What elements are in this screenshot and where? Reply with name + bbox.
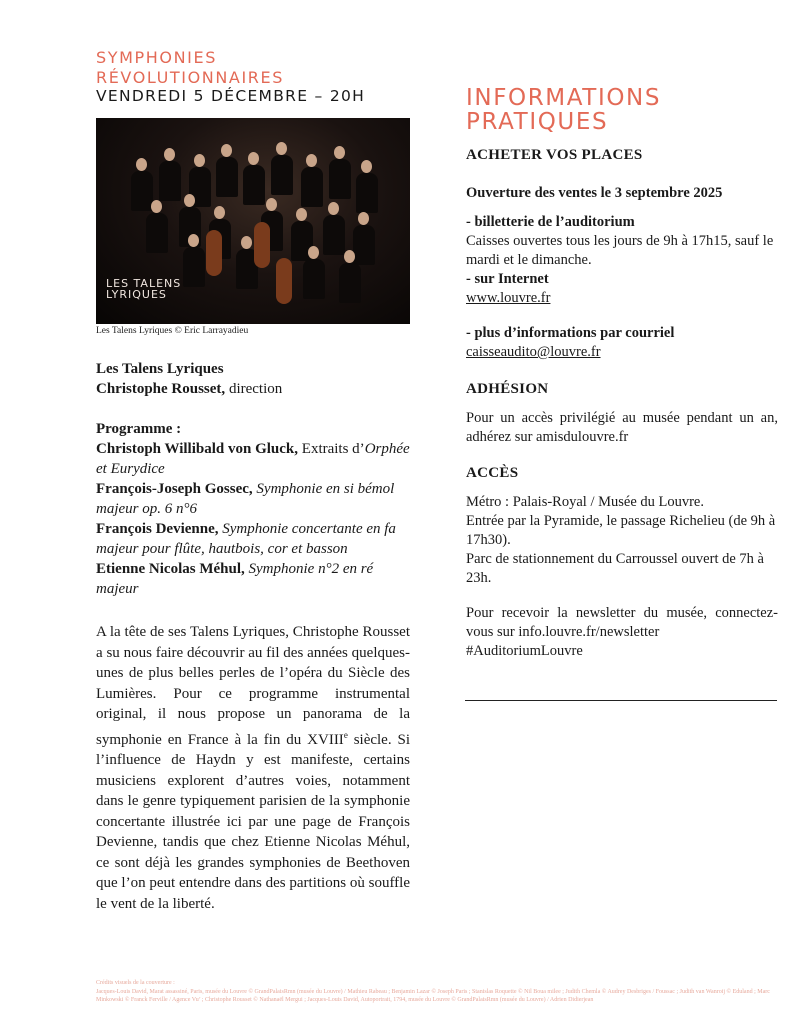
- photo-caption: Les Talens Lyriques © Eric Larrayadieu: [96, 326, 249, 336]
- artists-block: [96, 359, 416, 399]
- program-item: [96, 519, 416, 559]
- description-text: A la tête de ses Talens Lyriques, Christophe Rousset a su nous faire découvrir au fil des années quelques-unes de plus belles perles de l’opéra du Siècle des Lumières. Pour ce programme instrumental original, il nous propose un panorama de la symphonie en France à la fin du XVIII: [96, 624, 410, 748]
- program-block: [96, 419, 416, 599]
- access-metro: Métro : Palais-Royal / Musée du Louvre.: [466, 494, 704, 510]
- work-title: Symphonie en si bémol majeur op. 6 n°6: [96, 481, 395, 517]
- conductor-role: direction: [225, 381, 283, 397]
- century-superscript: e: [343, 729, 348, 740]
- concert-description: [96, 622, 410, 914]
- email-block: [466, 324, 778, 362]
- event-date: VENDREDI 5 DÉCEMBRE – 20H: [96, 87, 366, 105]
- access-entry: Entrée par la Pyramide, le passage Richelieu (de 9h à 17h30).: [466, 513, 776, 548]
- internet-label: - sur Internet: [466, 271, 549, 287]
- box-office-block: [466, 213, 778, 308]
- info-title-line1: INFORMATIONS: [466, 85, 662, 111]
- description-text: siècle. Si l’influence de Haydn y est manifeste, certains musiciens explorent d’autres voies, notamment dans le genre typiquement parisien de la symphonie concertante illustrée ici par une page de François Devienne, tandis que chez Etienne Nicolas Méhul, ce sont déjà les grandes symphonies de Beethoven que l’on peut entendre dans des partitions où souffle le vent de la liberté.: [96, 731, 410, 912]
- program-label: Programme :: [96, 421, 182, 437]
- composer-name: Christoph Willibald von Gluck,: [96, 441, 299, 457]
- program-item: [96, 479, 416, 519]
- work-title: Symphonie n°2 en ré majeur: [96, 561, 374, 597]
- work-title: Orphée et Eurydice: [96, 441, 410, 477]
- newsletter-text: Pour recevoir la newsletter du musée, connectez-vous sur info.louvre.fr/newsletter: [466, 605, 778, 640]
- composer-name: François-Joseph Gossec,: [96, 481, 253, 497]
- event-title: [96, 48, 436, 88]
- access-block: [466, 493, 778, 588]
- box-office-label: - billetterie de l’auditorium: [466, 214, 635, 230]
- logo-line2: LYRIQUES: [106, 288, 167, 301]
- ensemble-name: Les Talens Lyriques: [96, 361, 224, 377]
- divider-line: [465, 700, 777, 701]
- logo-line1: LES TALENS: [106, 277, 182, 290]
- event-title-line2: RÉVOLUTIONNAIRES: [96, 68, 284, 87]
- credits-text: Jacques-Louis David, Marat assassiné, Paris, musée du Louvre © GrandPalaisRmn (musée du Louvre) / Mathieu Rabeau ; Benjamin Lazar © Joseph Paris ; Stanislas Roquette © Nil Boua milee ; Judith Chemla © Audrey Desbriges / Foussac ; Judith van Wanroij © Eduland ; Marc Minkowski © Franck Ferville / Agence Vu’ ; Christophe Rousset © Nathanaël Mergui ; Jacques-Louis David, Autoportrait, 1794, musée du Louvre © GrandPalaisRmn (musée du Louvre) / Adrien Didierjean: [96, 988, 770, 1003]
- credits-heading: Crédits visuels de la couverture :: [96, 980, 175, 986]
- email-link[interactable]: caisseaudito@louvre.fr: [466, 344, 601, 360]
- louvre-website-link[interactable]: www.louvre.fr: [466, 290, 551, 306]
- email-label: - plus d’informations par courriel: [466, 325, 675, 341]
- event-title-line1: SYMPHONIES: [96, 48, 217, 67]
- ensemble-logo: [106, 278, 226, 300]
- program-text: Extraits d’: [298, 441, 365, 457]
- conductor-name: Christophe Rousset,: [96, 381, 226, 397]
- composer-name: Etienne Nicolas Méhul,: [96, 561, 245, 577]
- hashtag: #AuditoriumLouvre: [466, 643, 583, 659]
- info-title-line2: PRATIQUES: [466, 109, 609, 135]
- program-item: [96, 559, 416, 599]
- work-title: Symphonie concertante en fa majeur pour flûte, hautbois, cor et basson: [96, 521, 396, 557]
- membership-text: Pour un accès privilégié au musée pendant un an, adhérez sur amisdulouvre.fr: [466, 410, 778, 445]
- access-parking: Parc de stationnement du Carroussel ouvert de 7h à 23h.: [466, 551, 764, 586]
- access-heading: ACCÈS: [466, 465, 519, 481]
- orchestra-photo: [96, 118, 410, 324]
- box-office-hours: Caisses ouvertes tous les jours de 9h à 17h15, sauf le mardi et le dimanche.: [466, 233, 774, 268]
- membership-heading: ADHÉSION: [466, 381, 549, 397]
- sales-opening: Ouverture des ventes le 3 septembre 2025: [466, 185, 723, 201]
- cover-credits: [96, 979, 786, 1005]
- composer-name: François Devienne,: [96, 521, 219, 537]
- tickets-heading: ACHETER VOS PLACES: [466, 147, 643, 163]
- program-item: [96, 439, 416, 479]
- info-title: [466, 86, 786, 134]
